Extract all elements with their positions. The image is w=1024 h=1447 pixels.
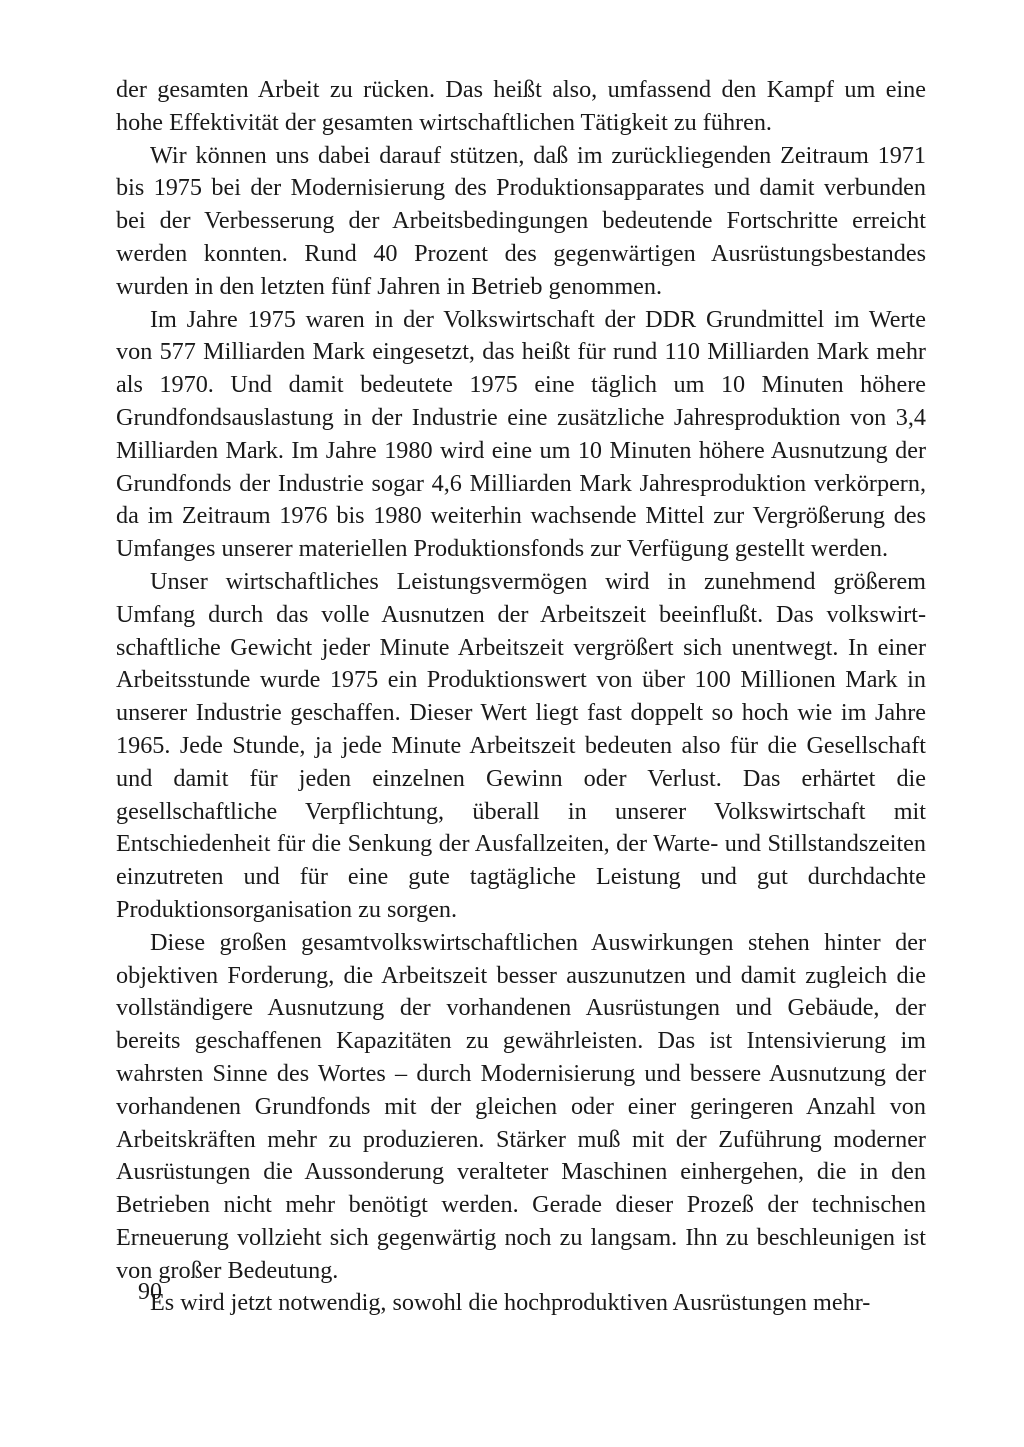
paragraph-continuation: der gesamten Arbeit zu rücken. Das heißt also, umfassend den Kampf um eine hohe Effektivität der gesamten wirtschaftlichen Tätigkeit zu führen. [116, 76, 926, 136]
page-number: 90 [138, 1279, 162, 1305]
paragraph-arbeitszeit: Unser wirtschaftliches Leistungsvermögen wird in zunehmend größerem Umfang durch das volle Ausnutzen der Arbeitszeit beeinflußt. Das volkswirtschaftliche Gewicht jeder Minute Arbeitszeit vergrößert sich unentwegt. In einer Arbeitsstunde wurde 1975 ein Produktionswert von über 100 Millionen Mark in unserer Industrie geschaffen. Dieser Wert liegt fast doppelt so hoch wie im Jahre 1965. Jede Stunde, ja jede Minute Arbeitszeit bedeuten also für die Gesellschaft und damit für jeden einzelnen Gewinn oder Verlust. Das erhärtet die gesellschaftliche Verpflichtung, überall in unserer Volkswirtschaft mit Entschiedenheit für die Senkung der Ausfallzeiten, der Warte- und Stillstandszeiten einzutreten und für eine gute tagtägliche Leistung und gut durchdachte Produktionsorganisation zu sorgen. [116, 567, 926, 923]
page-body [116, 74, 926, 1320]
paragraph-intensivierung: Diese großen gesamtvolkswirtschaftlichen Auswirkungen stehen hinter der objektiven Forderung, die Arbeitszeit besser auszunutzen und damit zugleich die vollständigere Ausnutzung der vorhandenen Ausrüstungen und Gebäude, der bereits geschaffenen Kapazitäten zu gewährleisten. Das ist Intensivierung im wahrsten Sinne des Wortes – durch Modernisierung und bessere Ausnutzung der vorhandenen Grundfonds mit der gleichen oder einer geringeren Anzahl von Arbeitskräften mehr zu produzieren. Stärker muß mit der Zuführung moderner Ausrüstungen die Aussonderung veralteter Maschinen einhergehen, die in den Betrieben nicht mehr benötigt werden. Gerade dieser Prozeß der technischen Erneuerung vollzieht sich gegenwärtig noch zu langsam. Ihn zu beschleunigen ist von großer Bedeutung. [116, 928, 926, 1284]
paragraph-modernisierung: Wir können uns dabei darauf stützen, daß im zurückliegenden Zeitraum 1971 bis 1975 bei der Modernisierung des Produktionsapparates und damit verbunden bei der Verbesserung der Arbeitsbedingungen bedeutende Fortschritte erreicht werden konnten. Rund 40 Prozent des gegenwärtigen Ausrüstungsbestandes wurden in den letzten fünf Jahren in Betrieb genommen. [116, 141, 926, 300]
paragraph-grundmittel: Im Jahre 1975 waren in der Volkswirtschaft der DDR Grundmittel im Werte von 577 Milliarden Mark eingesetzt, das heißt für rund 110 Milliarden Mark mehr als 1970. Und damit bedeutete 1975 eine täglich um 10 Minuten höhere Grundfondsauslastung in der Industrie eine zusätzliche Jahresproduktion von 3,4 Milliarden Mark. Im Jahre 1980 wird eine um 10 Minuten höhere Ausnutzung der Grundfonds der Industrie sogar 4,6 Milliarden Mark Jahresproduktion verkörpern, da im Zeitraum 1976 bis 1980 weiterhin wachsende Mittel zur Vergrößerung des Umfanges unserer materiellen Produktionsfonds zur Verfügung gestellt werden. [116, 305, 926, 563]
paragraph-ausruestungen: Es wird jetzt notwendig, sowohl die hochproduktiven Ausrüstungen mehr- [150, 1289, 871, 1317]
